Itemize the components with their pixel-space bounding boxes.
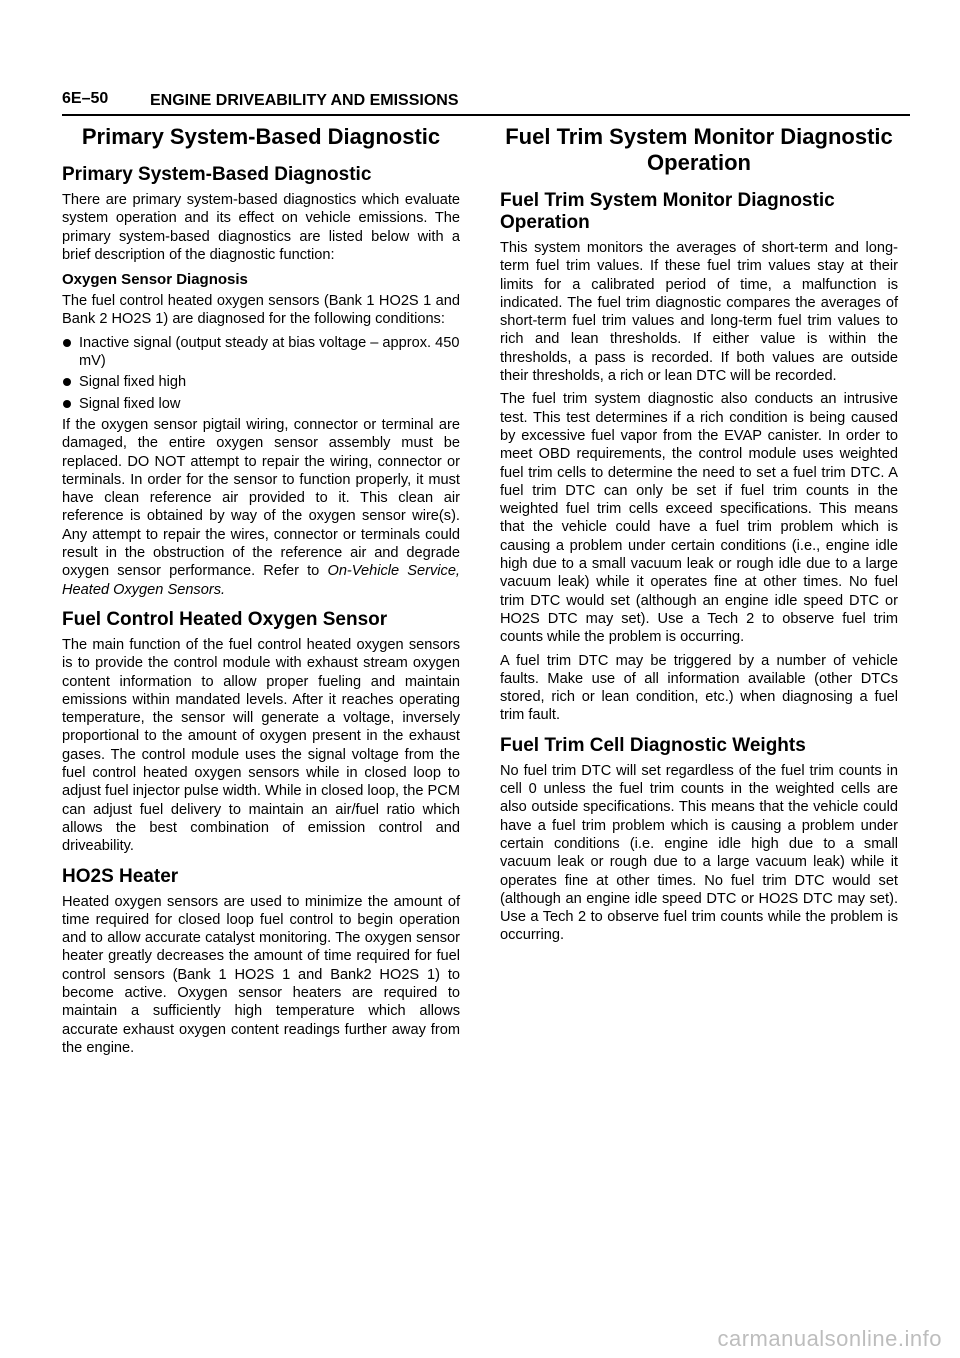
paragraph-o2-conditions: The fuel control heated oxygen sensors (Bank 1 HO2S 1 and Bank 2 HO2S 1) are diagnosed for the following conditions: [62,293,460,328]
right-main-title: Fuel Trim System Monitor Diagnostic Operation [505,124,893,175]
paragraph-fuel-trim-intrusive: The fuel trim system diagnostic also conducts an intrusive test. This test determines if a rich condition is being caused by excessive fuel vapor from the EVAP canister. In order to meet OBD requirements, the control module uses weighted fuel trim cells to determine the need to set a fuel trim DTC. A fuel trim DTC can only be set if fuel trim counts in the weighted fuel trim cells exceed specifications. This means that the vehicle could have a fuel trim problem which is causing a problem under certain conditions (i.e., engine idle high due to a small vacuum leak or rough idle due to a large vacuum leak) while it operates fine at other times. No fuel trim DTC would set (although an engine idle speed DTC or HO2S DTC may set). Use a Tech 2 to observe fuel trim counts while the problem is occurring. [500,391,898,646]
condition-list [62,334,460,413]
list-item-text: Signal fixed high [79,374,187,391]
section-title-primary-diagnostic: Primary System-Based Diagnostic [62,164,372,185]
subtitle-oxygen-sensor-diagnosis: Oxygen Sensor Diagnosis [62,271,248,289]
right-column [500,124,898,950]
page-number: 6E–50 [62,90,109,107]
bullet-icon [63,339,71,347]
paragraph-primary-intro: There are primary system-based diagnostics which evaluate system operation and its effect on vehicle emissions. The primary system-based diagnostics are listed below with a brief description of the diagnostic function: [62,192,460,263]
page-header [62,88,910,116]
left-main-title: Primary System-Based Diagnostic [81,124,441,149]
paragraph-ho2s-heater: Heated oxygen sensors are used to minimize the amount of time required for closed loop fuel control to begin operation and to allow accurate catalyst monitoring. The oxygen sensor heater greatly decreases the amount of time required for fuel control sensors (Bank 1 HO2S 1 and Bank2 HO2S 1) to become active. Oxygen sensor heaters are required to maintain a sufficiently high temperature which allows accurate exhaust oxygen content readings further away from the engine. [62,893,460,1056]
list-item [62,373,460,391]
paragraph-cell-weights: No fuel trim DTC will set regardless of the fuel trim counts in cell 0 unless the fuel trim counts in the weighted cells are also outside specifications. This means that the vehicle could have a fuel trim problem which is causing a problem under certain conditions (i.e. engine idle high due to a small vacuum leak or rough due to a large vacuum leak) while it operates fine at other times. No fuel trim DTC would set (although an engine idle speed DTC or HO2S DTC may set). Use a Tech 2 to observe fuel trim counts while the problem is occurring. [500,762,898,944]
section-title-fuel-trim-monitor: Fuel Trim System Monitor Diagnostic Operation [500,190,835,233]
list-item-text: Signal fixed low [79,395,181,412]
bullet-icon [63,378,71,386]
paragraph-o2-repair-text: If the oxygen sensor pigtail wiring, connector or terminal are damaged, the entire oxygen sensor assembly must be replaced. DO NOT attempt to repair the wiring, connector or terminals. In order for the sensor to function properly, it must have clean reference air provided to it. This clean air reference is obtained by way of the oxygen sensor wire(s). Any attempt to repair the wires, connector or terminals could result in the obstruction of the reference air and degrade oxygen sensor performance. Refer to [62,416,460,580]
list-item [62,395,460,413]
service-reference: On-Vehicle Service, Heated Oxygen Sensors. [62,563,460,598]
paragraph-fuel-trim-monitor: This system monitors the averages of short-term and long-term fuel trim values. If these fuel trim values stay at their limits for a calibrated period of time, a malfunction is indicated. The fuel trim diagnostic compares the averages of short-term fuel trim values and long-term fuel trim values to rich and lean thresholds. If either value is within the thresholds, a pass is recorded. If both values are outside their thresholds, a rich or lean DTC will be recorded. [500,240,898,385]
section-title-fuel-control-sensor: Fuel Control Heated Oxygen Sensor [62,608,388,630]
watermark: carmanualsonline.info [717,1326,942,1351]
list-item-text: Inactive signal (output steady at bias voltage – approx. 450 mV) [79,334,460,370]
section-title-cell-weights: Fuel Trim Cell Diagnostic Weights [500,734,806,756]
left-column [62,124,460,1062]
paragraph-o2-repair [62,416,460,599]
section-title-ho2s-heater: HO2S Heater [62,865,179,887]
running-title: ENGINE DRIVEABILITY AND EMISSIONS [150,92,459,109]
bullet-icon [63,400,71,408]
paragraph-fuel-trim-faults: A fuel trim DTC may be triggered by a number of vehicle faults. Make use of all information available (other DTCs stored, rich or lean condition, etc.) when diagnosing a fuel trim fault. [500,652,898,724]
paragraph-fuel-control-sensor: The main function of the fuel control heated oxygen sensors is to provide the control module with exhaust stream oxygen content information to allow proper fueling and maintain emissions within mandated levels. After it reaches operating temperature, the sensor will generate a voltage, inversely proportional to the amount of oxygen present in the exhaust gases. The control module uses the signal voltage from the fuel control heated oxygen sensors while in closed loop to adjust fuel injector pulse width. While in closed loop, the PCM can adjust fuel delivery to maintain an air/fuel ratio which allows the best combination of emission control and driveability. [62,636,460,855]
list-item [62,334,460,371]
